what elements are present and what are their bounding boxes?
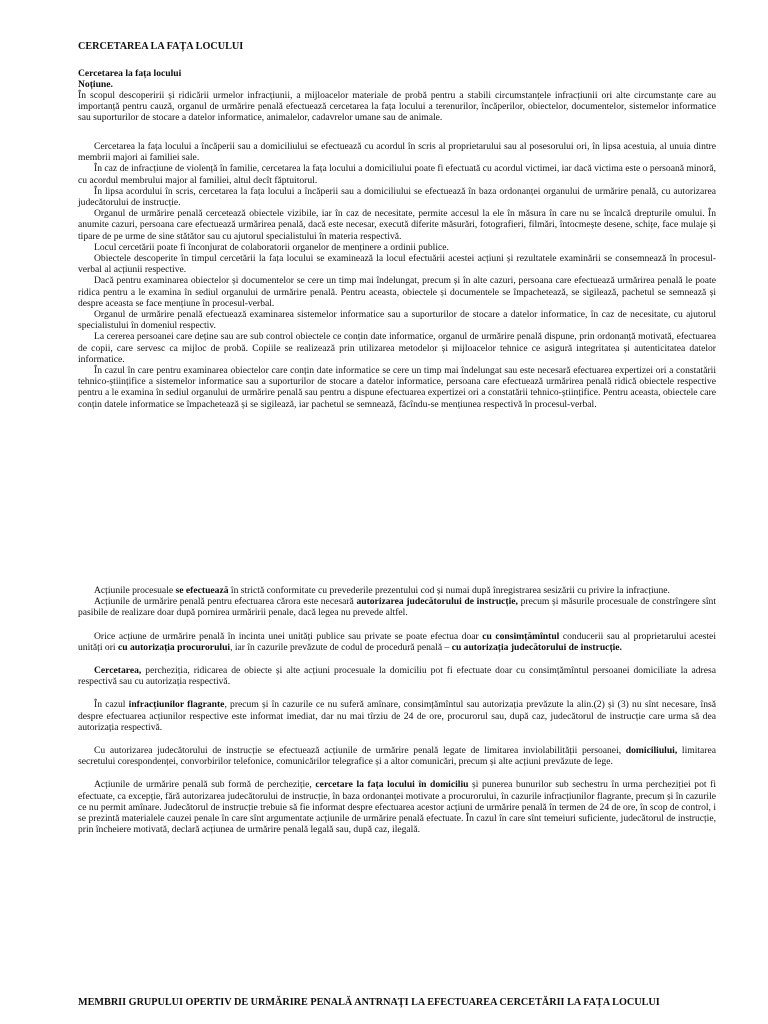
intro-paragraph <box>78 90 716 124</box>
paragraph: În cazul în care pentru examinarea obiectelor care conțin date informatice se cere un timp mai îndelungat sau este necesară efectuarea expertizei ori a constatării tehnico-științifice a sistemelor informatice sau a suporturilor de stocare a datelor informatice, persoana care efectuează urmărirea penală ridică obiectele respective pentru a le examina în sediul organului de urmărire penală sau pentru a dispune efectuarea expertizei ori a constatării tehnico-științifice. Pentru aceasta, obiectele care conțin datele informatice se împachetează și se sigilează, iar pachetul se semnează, făcîndu-se mențiunea respectivă în procesul-verbal. <box>78 365 716 410</box>
body-paragraphs <box>78 141 716 410</box>
paragraph: Obiectele descoperite în timpul cercetării la fața locului se examinează la locul efectuării acestei acțiuni și rezultatele examinării se consemnează în procesul-verbal al acțiunii respective. <box>78 253 716 276</box>
page-title: CERCETAREA LA FAȚA LOCULUI <box>78 41 244 52</box>
paragraph: Cu autorizarea judecătorului de instrucție se efectuează acțiunile de urmărire penală legate de limitarea inviolabilității persoanei, domiciliului, limitarea secretului corespondenței, convorbirilor telefonice, comunicărilor telegrafice și a altor comunicări, precum și alte acțiuni prevăzute de lege. <box>78 745 716 768</box>
lower-paragraphs <box>78 585 716 835</box>
footer-title: MEMBRII GRUPULUI OPERTIV DE URMĂRIRE PENALĂ ANTRNAȚI LA EFECTUAREA CERCETĂRII LA FAȚA LOCULUI <box>78 997 660 1008</box>
paragraph: Dacă pentru examinarea obiectelor și documentelor se cere un timp mai îndelungat, precum și în alte cazuri, persoana care efectuează urmărirea penală le poate ridica pentru a le examina în sediul organului de urmărire penală. Pentru aceasta, obiectele și documentele se împachetează, se sigilează, pachetul se semnează și despre aceasta se face mențiune în procesul-verbal. <box>78 275 716 309</box>
paragraph: Acțiunile procesuale se efectuează în strictă conformitate cu prevederile prezentului cod și numai după înregistrarea sesizării cu privire la infracțiune. <box>94 585 670 596</box>
paragraph: În scopul descoperirii și ridicării urmelor infracțiunii, a mijloacelor materiale de probă pentru a stabili circumstanțele infracțiunii ori alte circumstanțe care au importanță pentru cauză, organul de urmărire penală efectuează cercetarea la fața locului a terenurilor, încăperilor, obiectelor, documentelor, sistemelor informatice sau suporturilor de stocare a datelor informatice, animalelor, cadavrelor umane sau de animale. <box>78 90 716 124</box>
paragraph: Orice acțiune de urmărire penală în incinta unei unități publice sau private se poate efectua doar cu consimțămîntul conducerii sau al proprietarului acestei unități ori cu autorizația procurorului, iar în cazurile prevăzute de codul de procedură penală – cu autorizația judecătorului de instrucție. <box>78 630 716 653</box>
paragraph: În caz de infracțiune de violență în familie, cercetarea la fața locului a domiciliului poate fi efectuată cu acordul victimei, iar dacă victima este o persoană minoră, cu acordul membrului major al familiei, altul decît făptuitorul. <box>78 163 716 186</box>
paragraph: La cererea persoanei care deține sau are sub control obiectele ce conțin date informatice, organul de urmărire penală dispune, prin ordonanță motivată, efectuarea de copii, care servesc ca mijloc de probă. Copiile se realizează prin utilizarea metodelor și mijloacelor tehnice ce asigură integritatea și autenticitatea datelor informatice. <box>78 331 716 365</box>
paragraph: Organul de urmărire penală efectuează examinarea sistemelor informatice sau a suporturilor de stocare a datelor informatice, în caz de necesitate, cu ajutorul specialistului în domeniul respectiv. <box>78 309 716 332</box>
notion-heading: Noțiune. <box>78 79 113 90</box>
paragraph: Cercetarea la fața locului a încăperii sau a domiciliului se efectuează cu acordul în scris al proprietarului sau al posesorului ori, în lipsa acestuia, al unuia dintre membrii majori ai familiei sale. <box>78 141 716 164</box>
section-title: Cercetarea la fața locului <box>78 68 182 79</box>
paragraph: Locul cercetării poate fi înconjurat de colaboratorii organelor de menținere a ordinii publice. <box>94 241 449 253</box>
paragraph: Cercetarea, percheziția, ridicarea de obiecte și alte acțiuni procesuale la domiciliu pot fi efectuate doar cu consimțămîntul persoanei domiciliate la adresa respectivă sau cu autorizația respectivă. <box>78 665 716 688</box>
paragraph: Acțiunile de urmărire penală sub formă de percheziție, cercetare la fața locului în domiciliu și punerea bunurilor sub sechestru în urma percheziției pot fi efectuate, ca excepție, fără autorizarea judecătorului de instrucție, în baza ordonanței motivate a procurorului, în cazurile infracțiunilor flagrante, precum și în cazurile ce nu permit amînare. Judecătorul de instrucție trebuie să fie informat despre efectuarea acestor acțiuni de urmărire penală în termen de 24 de ore, în scop de control, i se prezintă materialele cauzei penale în care sînt argumentate acțiunile de urmărire penală efectuate. În cazul în care sînt temeiuri suficiente, judecătorul de instrucție, prin încheiere motivată, declară acțiunea de urmărire penală legală sau, după caz, ilegală. <box>78 779 717 836</box>
paragraph: În cazul infracțiunilor flagrante, precum și în cazurile ce nu suferă amînare, consimțămîntul sau autorizația prevăzute la alin.(2) și (3) nu sînt necesare, însă despre efectuarea acțiunilor respective este informat imediat, dar nu mai tîrziu de 24 de ore, procurorul sau, după caz, judecătorul de instrucție care urma să dea autorizația respectivă. <box>78 699 716 733</box>
paragraph: Acțiunile de urmărire penală pentru efectuarea cărora este necesară autorizarea judecătorului de instrucție, precum și măsurile procesuale de constrîngere sînt pasibile de realizare doar după pornirea urmăririi penale, dacă legea nu prevede altfel. <box>78 596 717 619</box>
paragraph: În lipsa acordului în scris, cercetarea la fața locului a încăperii sau a domiciliului se efectuează în baza ordonanței organului de urmărire penală, cu autorizarea judecătorului de instrucție. <box>78 185 716 209</box>
paragraph: Organul de urmărire penală cercetează obiectele vizibile, iar în caz de necesitate, permite accesul la ele în măsura în care nu se încalcă drepturile omului. În anumite cazuri, persoana care efectuează urmărirea penală, dacă este necesar, execută diferite măsurări, fotografieri, filmări, întocmește desene, schițe, face mulaje și tipare de pe urme de sine stătător sau cu ajutorul specialistului în materia respectivă. <box>78 208 716 242</box>
